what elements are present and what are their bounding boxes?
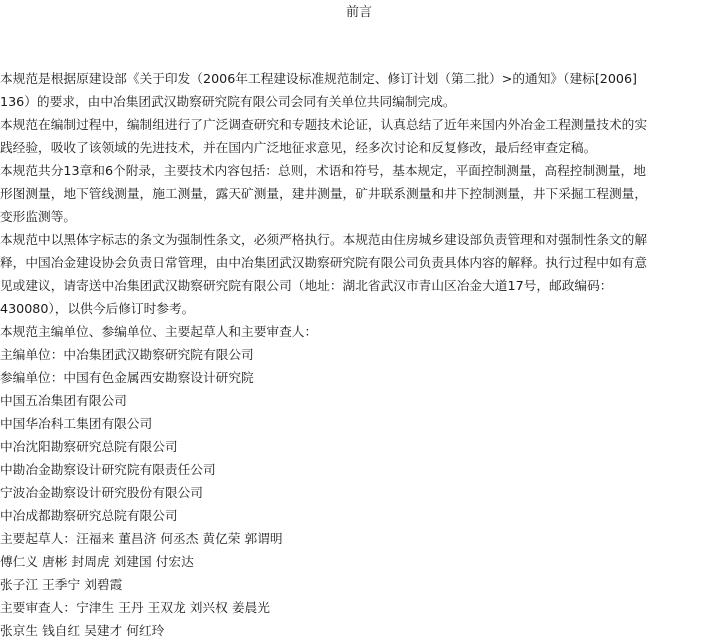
participating-unit: 中冶成都勘察研究总院有限公司: [0, 508, 178, 523]
main-reviewers: 主要审查人：宁津生 王丹 王双龙 刘兴权 姜晨光: [0, 600, 270, 615]
participating-unit: 中勘冶金勘察设计研究院有限责任公司: [0, 462, 216, 477]
paragraph-contents: 本规范共分13章和6个附录，主要技术内容包括：总则，术语和符号，基本规定，平面控制测量，高程控制测量，地 形图测量，地下管线测量，施工测量，露天矿测量，建井测量，矿井联系测量和井下控制测量，井下采掘工程测量， 变形监测等。: [0, 163, 648, 224]
participating-unit: 中国华冶科工集团有限公司: [0, 416, 153, 431]
participating-unit: 宁波冶金勘察设计研究股份有限公司: [0, 485, 203, 500]
paragraph-process: 本规范在编制过程中，编制组进行了广泛调查研究和专题技术论证，认真总结了近年来国内外冶金工程测量技术的实 践经验，吸收了该领域的先进技术，并在国内广泛地征求意见，经多次讨论和反复修改，最后经审查定稿。: [0, 117, 648, 155]
chief-editor-unit: 主编单位：中冶集团武汉勘察研究院有限公司: [0, 347, 254, 362]
document-body: [0, 67, 716, 642]
main-reviewers: 张京生 钱自红 吴建才 何红玲: [0, 623, 165, 638]
paragraph-basis: 本规范是根据原建设部《关于印发（2006年工程建设标准规范制定、修订计划（第二批）>的通知》（建标[2006] 136）的要求，由中冶集团武汉勘察研究院有限公司会同有关单位共同编制完成。: [0, 71, 638, 109]
participating-unit: 中国五冶集团有限公司: [0, 393, 127, 408]
participating-unit: 中冶沈阳勘察研究总院有限公司: [0, 439, 178, 454]
main-drafters: 主要起草人：汪福来 董昌济 何丞杰 黄亿荣 郭谓明: [0, 531, 283, 546]
participating-unit: 参编单位：中国有色金属西安勘察设计研究院: [0, 370, 254, 385]
main-drafters: 张子江 王季宁 刘碧霞: [0, 577, 123, 592]
paragraph-mandatory: 本规范中以黑体字标志的条文为强制性条文，必须严格执行。本规范由住房城乡建设部负责管理和对强制性条文的解 释，中国冶金建设协会负责日常管理，由中冶集团武汉勘察研究院有限公司负责具体内容的解释。执行过程中如有意 见或建议，请寄送中冶集团武汉勘察研究院有限公司（地址：湖北省武汉市青山区冶金大道17号，邮政编码： 430080），以供今后修订时参考。: [0, 232, 648, 316]
document-title: 前言: [345, 5, 372, 20]
paragraph-units-intro: 本规范主编单位、参编单位、主要起草人和主要审查人：: [0, 324, 318, 339]
main-drafters: 傅仁义 唐彬 封周虎 刘建国 付宏达: [0, 554, 194, 569]
